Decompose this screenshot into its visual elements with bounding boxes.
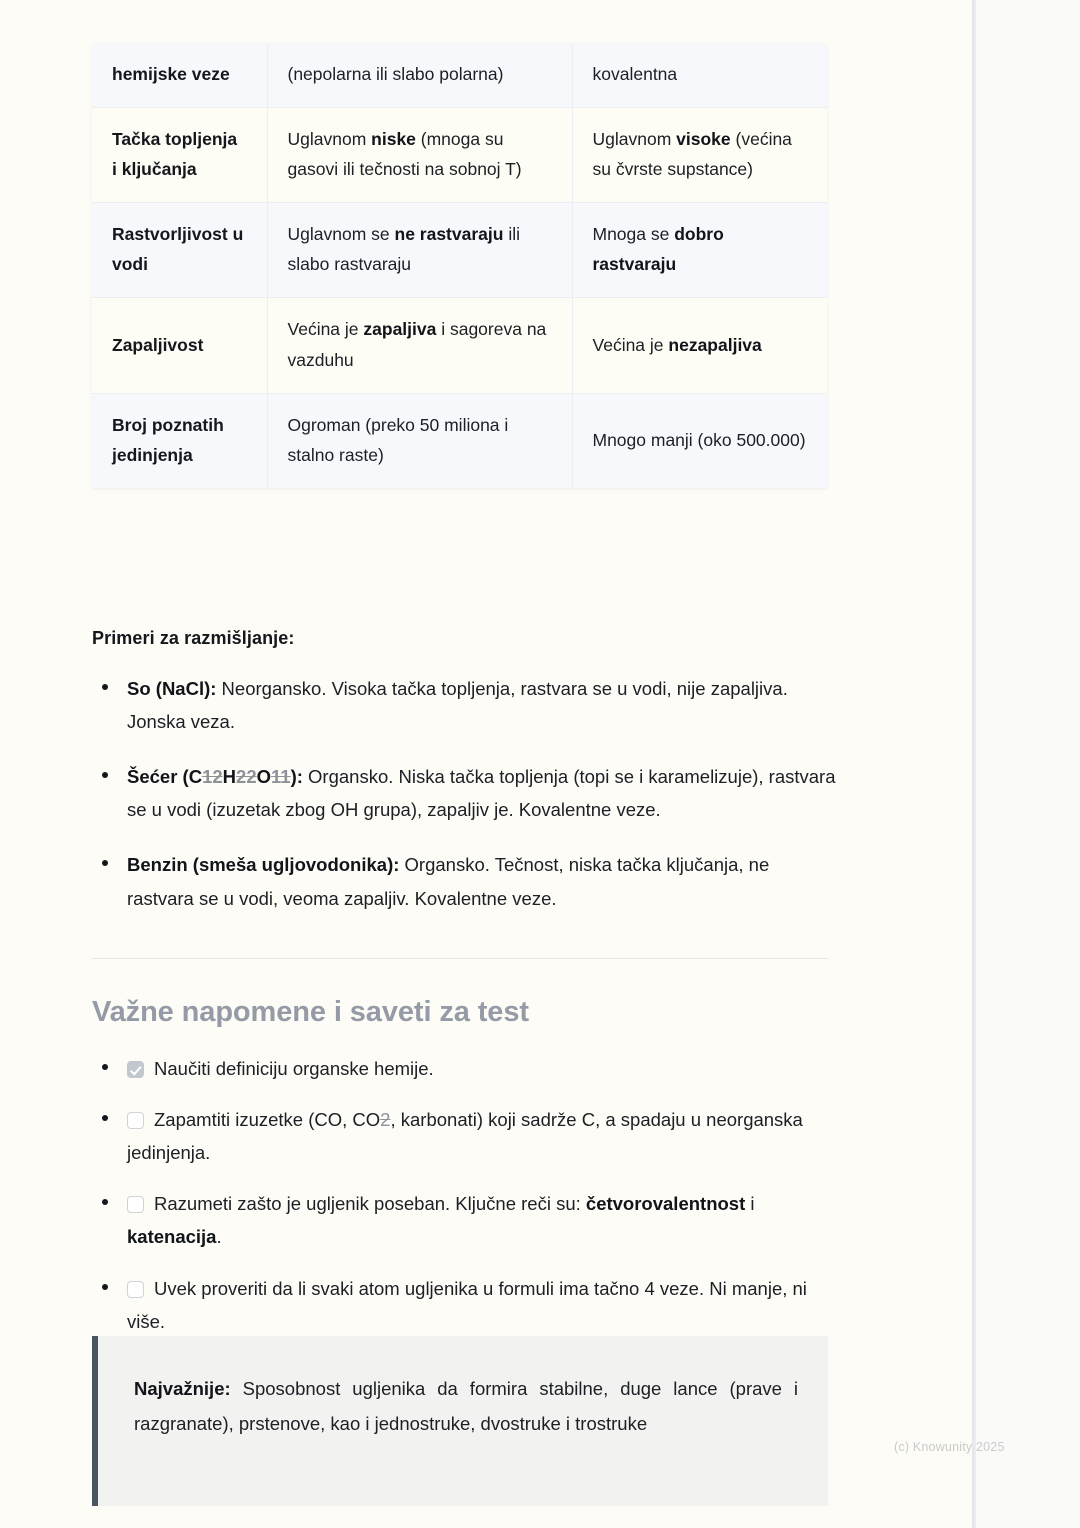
table-cell-property: Broj poznatih jedinjenja xyxy=(92,393,267,488)
cell-text-bold: zapaljiva xyxy=(363,319,437,340)
list-item xyxy=(92,1103,847,1169)
section-heading-notes: Važne napomene i saveti za test xyxy=(92,996,529,1028)
checklist-text: . xyxy=(216,1226,222,1248)
table-cell-inorganic xyxy=(572,393,827,488)
formula-subscript: 12 xyxy=(202,766,223,788)
formula-part: H xyxy=(222,766,237,788)
table-cell-inorganic xyxy=(572,43,827,108)
comparison-table xyxy=(92,43,827,488)
cell-text-prefix: Ogroman (preko 50 miliona i stalno raste) xyxy=(287,414,509,465)
table-cell-property: Rastvorljivost u vodi xyxy=(92,203,267,298)
example-text: Neorgansko. Visoka tačka topljenja, rastvara se u vodi, nije zapaljiva. Jonska veza. xyxy=(127,678,788,733)
page-outer-margin xyxy=(976,0,1080,1528)
cell-text-prefix: Većina je xyxy=(592,334,669,355)
table-cell-property: Zapaljivost xyxy=(92,298,267,393)
cell-text-suffix: (mnoga su gasovi ili tečnosti na sobnoj T) xyxy=(287,129,522,180)
cell-text-prefix: Mnoga se xyxy=(592,224,675,245)
list-item xyxy=(92,1187,847,1253)
checklist-text: Zapamtiti izuzetke (CO, CO xyxy=(154,1109,381,1131)
table-row xyxy=(92,203,827,298)
cell-text-prefix: Većina je xyxy=(287,319,364,340)
table-cell-organic xyxy=(267,393,572,488)
table-cell-inorganic xyxy=(572,108,827,203)
callout-body: Sposobnost ugljenika da formira stabilne, duge lance (prave i razgranate), prstenove, kao i jednostruke, dvostruke i trostruke xyxy=(134,1378,798,1434)
cell-text-bold: visoke xyxy=(676,129,731,150)
table-row xyxy=(92,298,827,393)
formula-part: Šećer (C xyxy=(127,766,203,788)
callout-label: Najvažnije: xyxy=(134,1378,231,1399)
cell-text-bold: ne rastvaraju xyxy=(394,224,504,245)
example-label: Benzin (smeša ugljovodonika): xyxy=(127,854,400,876)
cell-text-prefix: Uglavnom xyxy=(592,129,677,150)
table-cell-organic xyxy=(267,108,572,203)
checkbox-unchecked-icon[interactable] xyxy=(127,1112,144,1129)
formula-subscript: 22 xyxy=(236,766,257,788)
formula-part: ): xyxy=(290,766,303,788)
table-cell-inorganic xyxy=(572,203,827,298)
checklist-keyword: katenacija xyxy=(127,1226,217,1248)
list-item xyxy=(92,1052,847,1085)
list-item xyxy=(92,760,837,826)
formula-part: O xyxy=(256,766,271,788)
cell-text-prefix: (nepolarna ili slabo polarna) xyxy=(287,64,504,84)
formula-subscript: 11 xyxy=(271,766,291,788)
section-divider xyxy=(92,958,828,959)
list-item xyxy=(92,848,837,914)
table-cell-organic xyxy=(267,43,572,108)
checkbox-unchecked-icon[interactable] xyxy=(127,1196,144,1213)
table-row xyxy=(92,43,827,108)
callout-box xyxy=(92,1336,828,1506)
cell-text-prefix: kovalentna xyxy=(592,64,678,84)
table-row xyxy=(92,108,827,203)
checklist-text: Uvek proveriti da li svaki atom ugljenika u formuli ima tačno 4 veze. Ni manje, ni više. xyxy=(127,1277,807,1332)
checklist-keyword: četvorovalentnost xyxy=(585,1193,746,1215)
cell-text-suffix: (većina su čvrste supstance) xyxy=(592,129,792,180)
cell-text-prefix: Uglavnom se xyxy=(287,224,395,245)
formula-subscript: 2 xyxy=(380,1109,391,1131)
example-label: So (NaCl): xyxy=(127,678,217,699)
cell-text-bold: niske xyxy=(371,129,416,150)
example-text: Organsko. Tečnost, niska tačka ključanja, ne rastvara se u vodi, veoma zapaljiv. Kovalentne veze. xyxy=(127,854,770,909)
cell-text-bold: dobro rastvaraju xyxy=(592,224,724,275)
list-item xyxy=(92,672,837,738)
table-cell-property: hemijske veze xyxy=(92,43,267,108)
cell-text-prefix: Uglavnom xyxy=(287,129,372,150)
table-cell-inorganic xyxy=(572,298,827,393)
callout-text xyxy=(134,1372,798,1442)
table-cell-organic xyxy=(267,298,572,393)
checklist-text: Razumeti zašto je ugljenik poseban. Ključne reči su: xyxy=(154,1193,586,1215)
checklist-text: , karbonati) koji sadrže C, a spadaju u neorganska jedinjenja. xyxy=(127,1109,803,1164)
watermark: (c) Knowunity 2025 xyxy=(894,1440,1005,1454)
notes-checklist xyxy=(92,1052,847,1356)
cell-text-suffix: i sagoreva na vazduhu xyxy=(287,319,547,370)
cell-text-suffix: ili slabo rastvaraju xyxy=(287,224,520,275)
cell-text-prefix: Mnogo manji (oko 500.000) xyxy=(592,429,806,450)
checklist-text: Naučiti definiciju organske hemije. xyxy=(154,1058,434,1079)
list-item xyxy=(92,1272,847,1338)
example-text: Organsko. Niska tačka topljenja (topi se i karamelizuje), rastvara se u vodi (izuzetak zbog OH grupa), zapaljiv je. Kovalentne veze. xyxy=(127,766,836,821)
examples-list xyxy=(92,672,837,937)
examples-title: Primeri za razmišljanje: xyxy=(92,628,295,648)
cell-text-bold: nezapaljiva xyxy=(668,334,762,355)
checkbox-checked-icon[interactable] xyxy=(127,1061,144,1078)
table-row xyxy=(92,393,827,488)
comparison-table-body xyxy=(92,43,827,488)
checklist-text: i xyxy=(745,1193,755,1215)
table-cell-organic xyxy=(267,203,572,298)
checkbox-unchecked-icon[interactable] xyxy=(127,1281,144,1298)
example-label xyxy=(127,766,303,787)
table-cell-property: Tačka topljenja i ključanja xyxy=(92,108,267,203)
